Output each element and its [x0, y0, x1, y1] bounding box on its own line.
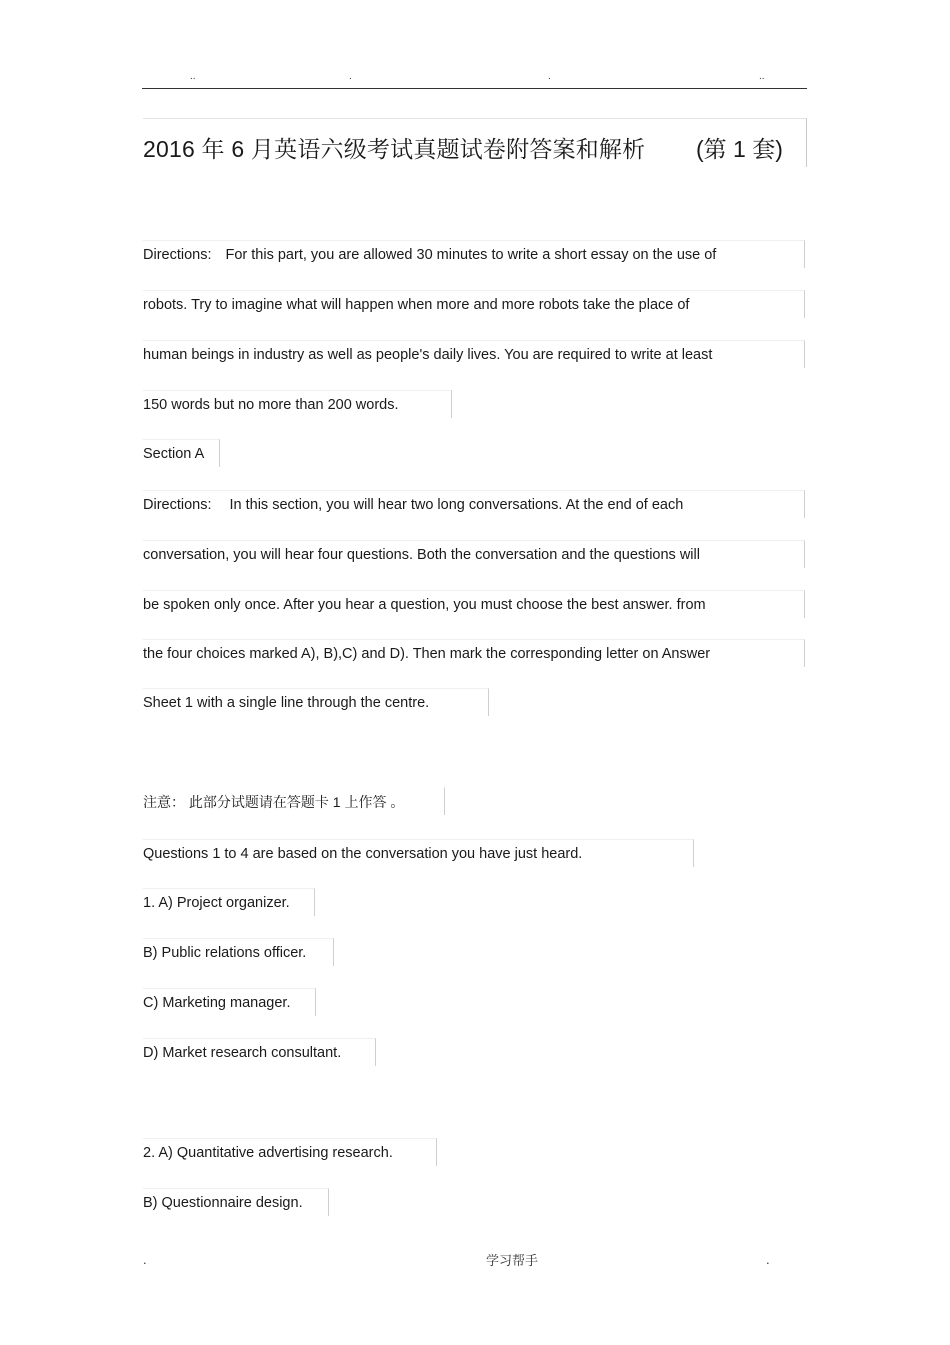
question-option: C) Marketing manager. [143, 988, 316, 1016]
footer-label: 学习帮手 [486, 1253, 539, 1268]
header-dot: . [548, 71, 551, 82]
writing-directions-line [143, 240, 805, 268]
footer-left-dot: . [143, 1252, 147, 1267]
directions-text: For this part, you are allowed 30 minutes to write a short essay on the use of [225, 247, 717, 263]
section-a-directions-line: be spoken only once. After you hear a question, you must choose the best answer. from [143, 590, 805, 618]
section-a-directions-line: conversation, you will hear four questions. Both the conversation and the questions will [143, 540, 805, 568]
writing-directions-line: 150 words but no more than 200 words. [143, 390, 452, 418]
section-a-directions-line: the four choices marked A), B),C) and D). Then mark the corresponding letter on Answer [143, 639, 805, 667]
question-option: D) Market research consultant. [143, 1038, 376, 1066]
question-option: B) Public relations officer. [143, 938, 334, 966]
title-set-number: (第 1 套) [696, 136, 783, 162]
header-rule [142, 88, 807, 89]
section-heading: Section A [143, 439, 220, 467]
writing-directions-line: human beings in industry as well as people's daily lives. You are required to write at least [143, 340, 805, 368]
writing-directions-line: robots. Try to imagine what will happen when more and more robots take the place of [143, 290, 805, 318]
footer-right-dot: . [766, 1252, 770, 1267]
header-dot: . [349, 71, 352, 82]
header-dot: .. [190, 71, 196, 82]
questions-intro: Questions 1 to 4 are based on the conversation you have just heard. [143, 839, 694, 867]
header-dot: .. [759, 71, 765, 82]
question-option: 1. A) Project organizer. [143, 888, 315, 916]
answer-sheet-note: 注意： 此部分试题请在答题卡 1 上作答 。 [143, 787, 445, 815]
question-option: 2. A) Quantitative advertising research. [143, 1138, 437, 1166]
directions-text: In this section, you will hear two long conversations. At the end of each [229, 497, 684, 513]
section-a-directions-line: Sheet 1 with a single line through the centre. [143, 688, 489, 716]
directions-label: Directions: [143, 497, 212, 513]
question-option: B) Questionnaire design. [143, 1188, 329, 1216]
title-main: 2016 年 6 月英语六级考试真题试卷附答案和解析 [143, 136, 646, 162]
directions-label: Directions: [143, 247, 212, 263]
page-title [143, 118, 807, 167]
section-a-directions-line [143, 490, 805, 518]
